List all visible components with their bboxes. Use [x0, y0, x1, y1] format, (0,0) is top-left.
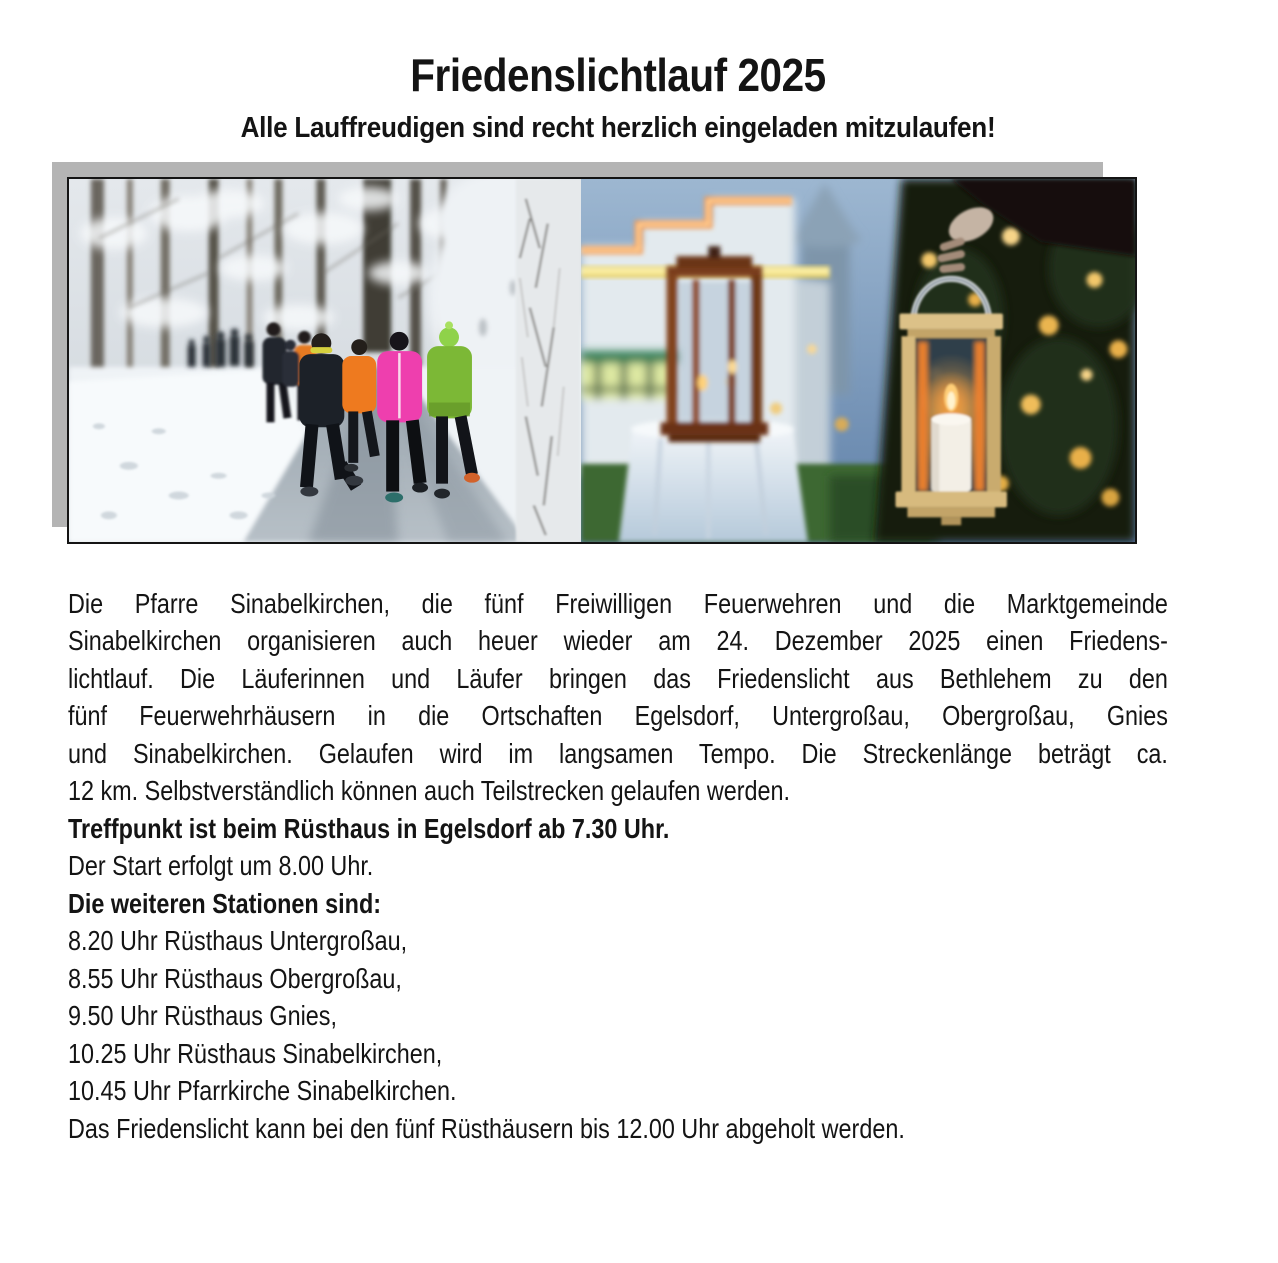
stations-heading: Die weiteren Stationen sind: [68, 887, 382, 919]
photo-collage [67, 177, 1137, 544]
paragraph-line: lichtlauf. Die Läuferinnen und Läufer bringen das Friedenslicht aus Bethlehem zu den [68, 662, 1168, 694]
photo-frame [67, 177, 1137, 544]
paragraph-line: 12 km. Selbstverständlich können auch Teilstrecken gelaufen werden. [68, 775, 791, 807]
intro-paragraph [68, 585, 1168, 810]
paragraph-line: Die Pfarre Sinabelkirchen, die fünf Freiwilligen Feuerwehren und die Marktgemeinde [68, 587, 1168, 619]
paragraph-line: und Sinabelkirchen. Gelaufen wird im langsamen Tempo. Die Streckenlänge beträgt ca. [68, 737, 1168, 769]
station-item: 8.55 Uhr Rüsthaus Obergroßau, [68, 962, 402, 994]
flyer-header [68, 0, 1168, 145]
peace-light-lantern-photo [581, 179, 1135, 542]
start-time-line: Der Start erfolgt um 8.00 Uhr. [68, 850, 374, 882]
page-subtitle: Alle Lauffreudigen sind recht herzlich eingeladen mitzulaufen! [240, 111, 996, 144]
paragraph-line: Sinabelkirchen organisieren auch heuer wieder am 24. Dezember 2025 einen Friedens- [68, 625, 1168, 657]
station-item: 10.25 Uhr Rüsthaus Sinabelkirchen, [68, 1037, 443, 1069]
paragraph-line: fünf Feuerwehrhäusern in die Ortschaften Egelsdorf, Untergroßau, Obergroßau, Gnies [68, 700, 1168, 732]
winter-runners-photo [69, 179, 581, 542]
station-item: 9.50 Uhr Rüsthaus Gnies, [68, 1000, 337, 1032]
pickup-info-line: Das Friedenslicht kann bei den fünf Rüsthäusern bis 12.00 Uhr abgeholt werden. [68, 1112, 905, 1144]
station-item: 8.20 Uhr Rüsthaus Untergroßau, [68, 925, 408, 957]
page-title: Friedenslichtlauf 2025 [410, 49, 826, 101]
flyer-body [68, 585, 1168, 1148]
station-item: 10.45 Uhr Pfarrkirche Sinabelkirchen. [68, 1075, 457, 1107]
meeting-point-line: Treffpunkt ist beim Rüsthaus in Egelsdorf ab 7.30 Uhr. [68, 812, 670, 844]
